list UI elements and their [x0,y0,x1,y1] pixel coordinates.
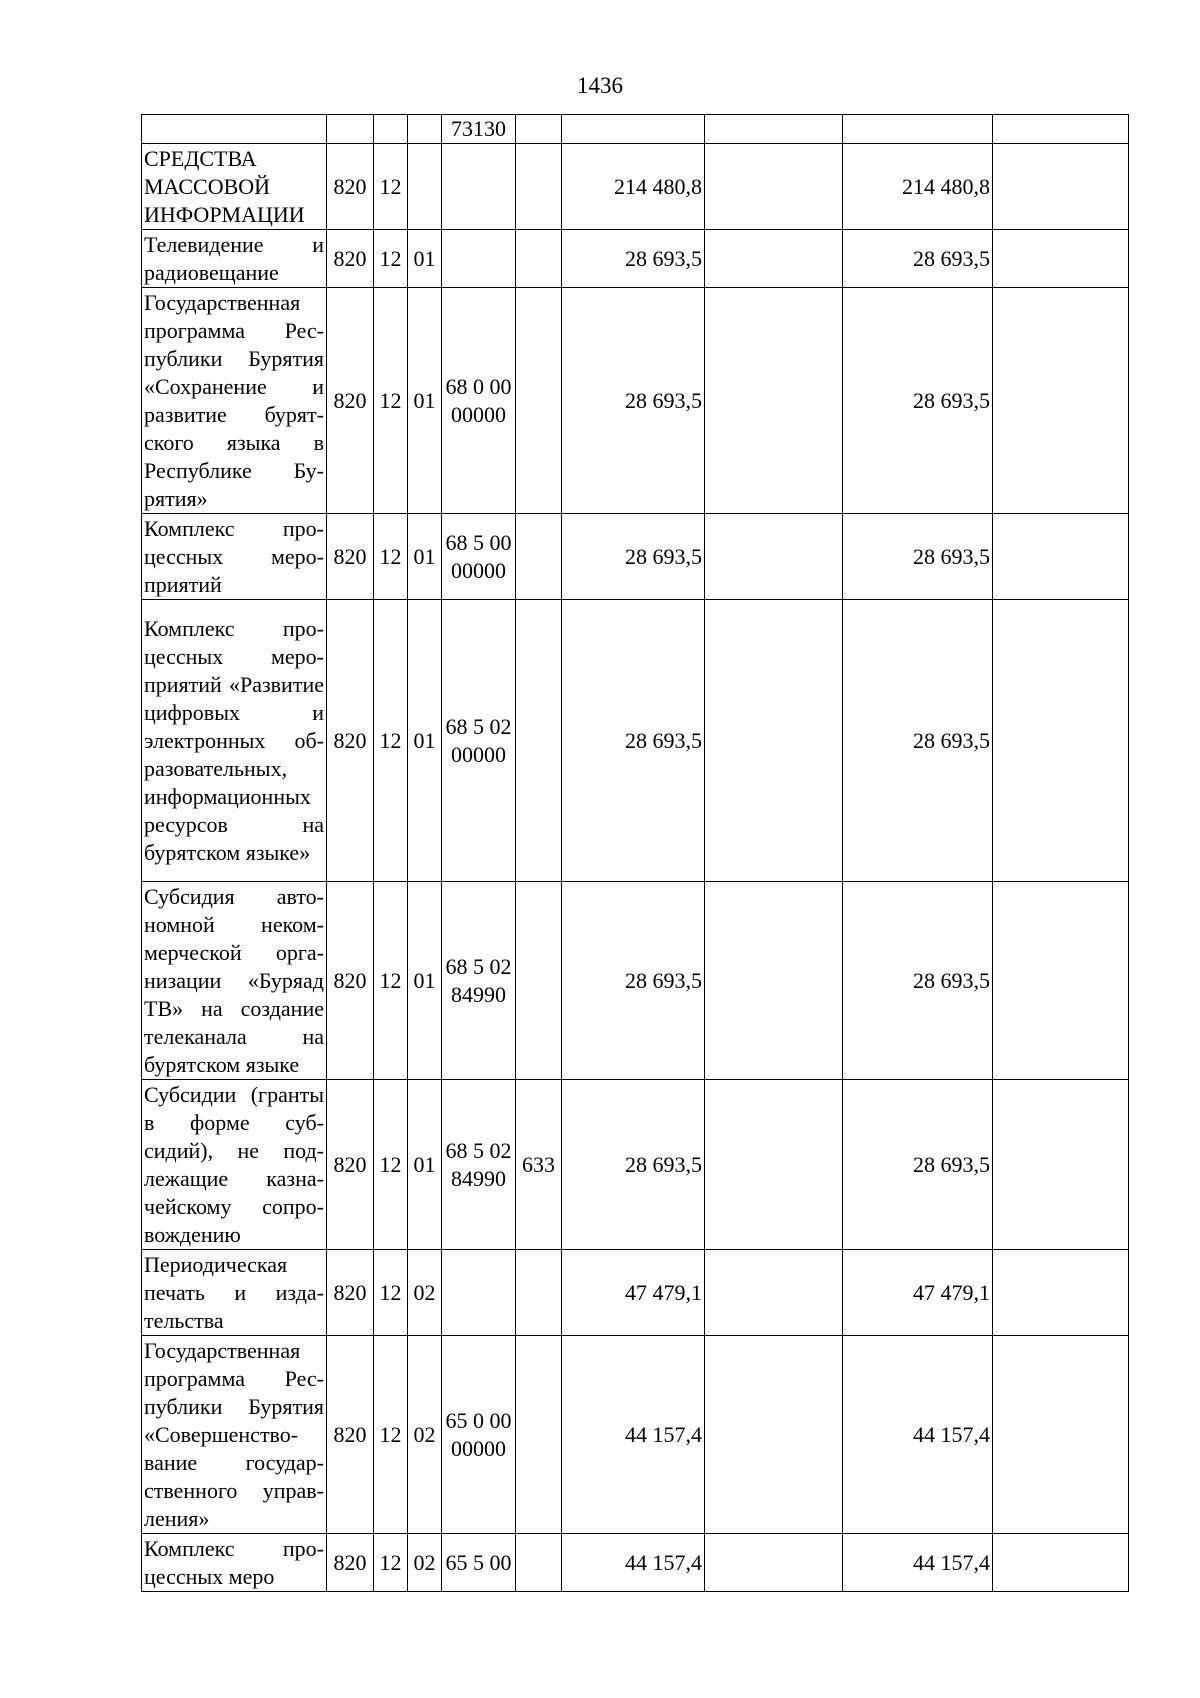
cell-name: Телевидение и радиовещание [142,230,327,288]
cell-amount-4 [993,1534,1129,1592]
cell-pr: 01 [408,514,442,600]
cell-amount-3: 44 157,4 [843,1336,993,1534]
cell-rz: 12 [374,1080,408,1250]
cell-grbs: 820 [327,1534,374,1592]
cell-vr [516,288,562,514]
cell-csr: 68 5 02 84990 [442,882,516,1080]
cell-pr: 01 [408,600,442,882]
cell-amount-3: 28 693,5 [843,600,993,882]
cell-grbs: 820 [327,514,374,600]
cell-amount-4 [993,144,1129,230]
cell-vr [516,230,562,288]
table-row [142,514,1129,600]
cell-amount-2 [705,1080,843,1250]
cell-rz: 12 [374,514,408,600]
cell-grbs [327,115,374,144]
table-row [142,115,1129,144]
cell-pr [408,115,442,144]
cell-grbs: 820 [327,600,374,882]
cell-vr [516,882,562,1080]
cell-rz [374,115,408,144]
cell-vr [516,600,562,882]
cell-amount-2 [705,882,843,1080]
cell-rz: 12 [374,144,408,230]
cell-name: Комплекс процессных мероприятий [142,514,327,600]
cell-amount-1: 28 693,5 [562,288,705,514]
cell-grbs: 820 [327,288,374,514]
cell-pr: 01 [408,288,442,514]
cell-name [142,115,327,144]
cell-amount-2 [705,115,843,144]
cell-name: Комплекс процессных меро [142,1534,327,1592]
cell-amount-2 [705,600,843,882]
table-row [142,144,1129,230]
cell-csr [442,144,516,230]
cell-amount-3: 47 479,1 [843,1250,993,1336]
cell-name: Государственная программа Республики Бурятия «Сохранение и развитие бурятского языка в Республике Бурятия» [142,288,327,514]
cell-pr: 02 [408,1250,442,1336]
table-row [142,230,1129,288]
cell-grbs: 820 [327,144,374,230]
cell-pr: 01 [408,882,442,1080]
cell-pr: 02 [408,1534,442,1592]
cell-name: Субсидия автономной некоммерческой организации «Буряад ТВ» на создание телеканала на бурятском языке [142,882,327,1080]
cell-csr: 73130 [442,115,516,144]
cell-rz: 12 [374,1336,408,1534]
cell-csr: 65 0 00 00000 [442,1336,516,1534]
cell-amount-2 [705,1534,843,1592]
table-row [142,288,1129,514]
cell-name: Периодическая печать и издательства [142,1250,327,1336]
cell-amount-3: 214 480,8 [843,144,993,230]
table-body [142,115,1129,1592]
cell-amount-3: 44 157,4 [843,1534,993,1592]
cell-amount-2 [705,230,843,288]
cell-amount-3 [843,115,993,144]
cell-amount-1: 214 480,8 [562,144,705,230]
table-row [142,882,1129,1080]
table-row [142,1534,1129,1592]
cell-vr [516,1336,562,1534]
cell-amount-2 [705,288,843,514]
cell-amount-2 [705,144,843,230]
cell-vr: 633 [516,1080,562,1250]
cell-grbs: 820 [327,882,374,1080]
cell-rz: 12 [374,1534,408,1592]
cell-name: Государственная программа Республики Бурятия «Совершенствование государственного управления» [142,1336,327,1534]
cell-amount-4 [993,115,1129,144]
cell-amount-4 [993,230,1129,288]
cell-amount-3: 28 693,5 [843,288,993,514]
cell-name: СРЕДСТВА МАССОВОЙ ИНФОРМАЦИИ [142,144,327,230]
cell-csr [442,1250,516,1336]
cell-grbs: 820 [327,230,374,288]
cell-csr: 68 5 02 84990 [442,1080,516,1250]
cell-name: Субсидии (гранты в форме субсидий), не подлежащие казначейскому сопровождению [142,1080,327,1250]
cell-vr [516,1250,562,1336]
page-number: 1436 [577,73,623,98]
cell-vr [516,514,562,600]
cell-amount-4 [993,1336,1129,1534]
cell-amount-3: 28 693,5 [843,514,993,600]
cell-vr [516,1534,562,1592]
cell-csr: 68 5 02 00000 [442,600,516,882]
table-row [142,1336,1129,1534]
cell-amount-4 [993,1250,1129,1336]
cell-amount-4 [993,514,1129,600]
cell-amount-2 [705,1250,843,1336]
cell-csr [442,230,516,288]
cell-vr [516,144,562,230]
cell-rz: 12 [374,288,408,514]
table-row [142,1250,1129,1336]
cell-amount-1 [562,115,705,144]
cell-grbs: 820 [327,1250,374,1336]
cell-pr [408,144,442,230]
table-row [142,1080,1129,1250]
cell-grbs: 820 [327,1336,374,1534]
cell-amount-2 [705,1336,843,1534]
cell-rz: 12 [374,230,408,288]
cell-pr: 01 [408,230,442,288]
cell-pr: 01 [408,1080,442,1250]
cell-pr: 02 [408,1336,442,1534]
cell-amount-1: 28 693,5 [562,600,705,882]
cell-amount-3: 28 693,5 [843,1080,993,1250]
cell-amount-1: 28 693,5 [562,230,705,288]
table-row [142,600,1129,882]
cell-amount-1: 28 693,5 [562,882,705,1080]
cell-rz: 12 [374,1250,408,1336]
cell-amount-1: 28 693,5 [562,514,705,600]
cell-amount-4 [993,882,1129,1080]
cell-rz: 12 [374,882,408,1080]
cell-vr [516,115,562,144]
cell-grbs: 820 [327,1080,374,1250]
cell-amount-3: 28 693,5 [843,230,993,288]
cell-csr: 68 0 00 00000 [442,288,516,514]
budget-table [141,114,1129,1592]
cell-rz: 12 [374,600,408,882]
cell-amount-2 [705,514,843,600]
cell-amount-1: 44 157,4 [562,1336,705,1534]
cell-amount-4 [993,600,1129,882]
cell-name: Комплекс процессных мероприятий «Развитие цифровых и электронных образовательных, информационных ресурсов на бурятском языке» [142,600,327,882]
cell-amount-4 [993,1080,1129,1250]
cell-amount-1: 44 157,4 [562,1534,705,1592]
cell-csr: 65 5 00 [442,1534,516,1592]
cell-amount-4 [993,288,1129,514]
cell-amount-1: 47 479,1 [562,1250,705,1336]
cell-amount-3: 28 693,5 [843,882,993,1080]
cell-amount-1: 28 693,5 [562,1080,705,1250]
cell-csr: 68 5 00 00000 [442,514,516,600]
